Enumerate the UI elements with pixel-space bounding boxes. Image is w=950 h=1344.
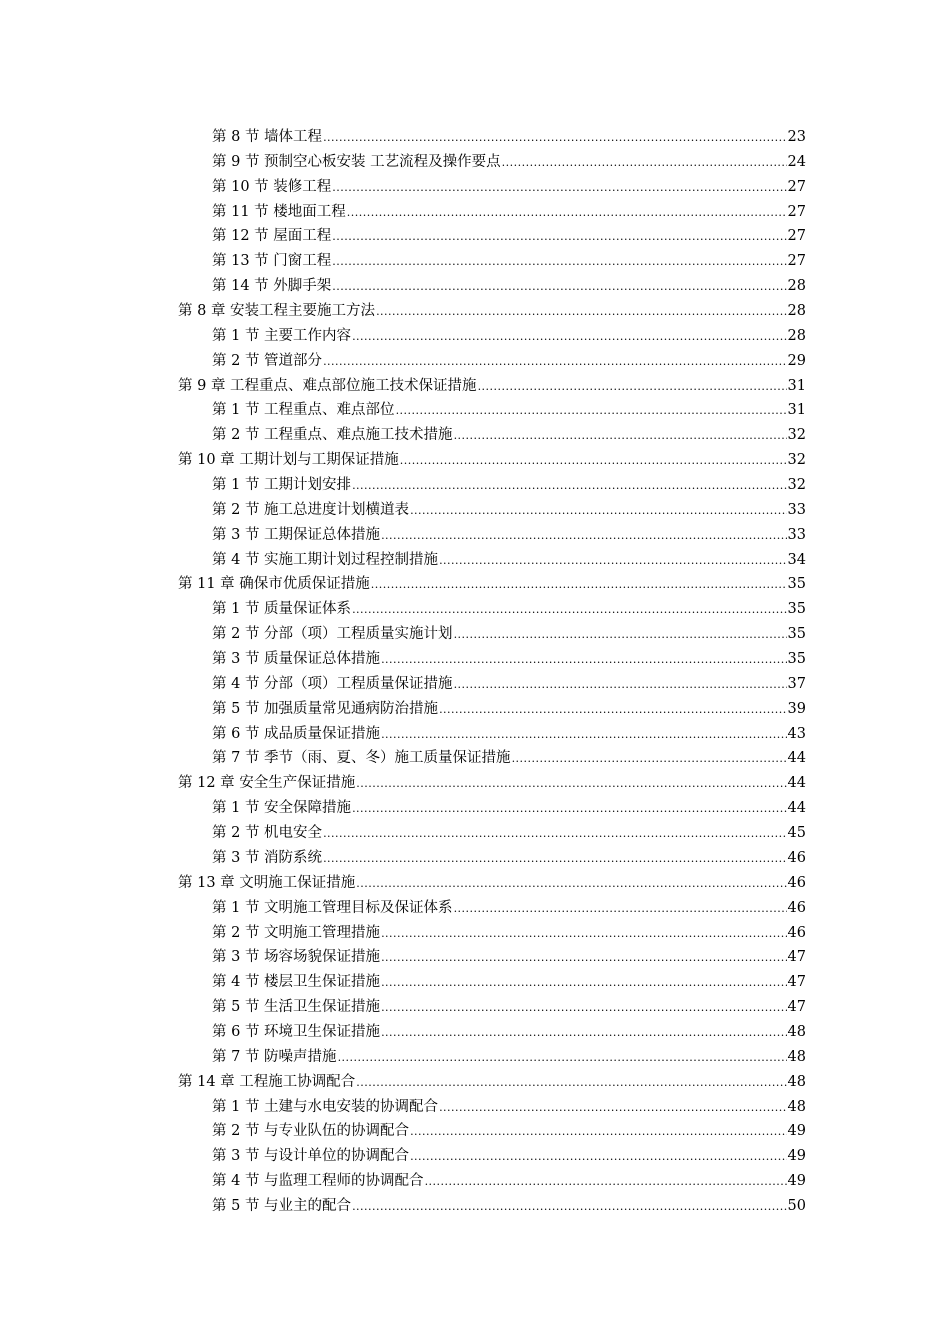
toc-entry-title: 第 2 节 文明施工管理措施 — [212, 924, 381, 941]
toc-dot-leader — [478, 375, 787, 400]
toc-section-entry[interactable] — [178, 423, 806, 448]
toc-dot-leader — [352, 797, 786, 822]
toc-entry-title: 第 4 节 与监理工程师的协调配合 — [212, 1173, 424, 1190]
toc-page-number: 27 — [787, 253, 806, 270]
toc-dot-leader — [376, 300, 786, 325]
toc-section-entry[interactable] — [178, 523, 806, 548]
toc-section-entry[interactable] — [178, 672, 806, 697]
toc-dot-leader — [381, 922, 786, 947]
toc-entry-title: 第 7 节 季节（雨、夏、冬）施工质量保证措施 — [212, 750, 511, 767]
toc-page-number: 32 — [787, 452, 806, 469]
toc-entry-title: 第 2 节 施工总进度计划横道表 — [212, 501, 410, 518]
toc-entry-title: 第 13 节 门窗工程 — [212, 253, 332, 270]
toc-section-entry[interactable] — [178, 1020, 806, 1045]
toc-page-number: 34 — [787, 551, 806, 568]
toc-page-number: 49 — [787, 1148, 806, 1165]
toc-section-entry[interactable] — [178, 796, 806, 821]
toc-entry-title: 第 1 节 工期计划安排 — [212, 477, 352, 494]
toc-chapter-entry[interactable] — [178, 572, 806, 597]
toc-page-number: 31 — [787, 402, 806, 419]
toc-page-number: 49 — [787, 1173, 806, 1190]
toc-dot-leader — [410, 499, 786, 524]
toc-section-entry[interactable] — [178, 1119, 806, 1144]
toc-entry-title: 第 3 节 场容场貌保证措施 — [212, 949, 381, 966]
toc-section-entry[interactable] — [178, 597, 806, 622]
toc-dot-leader — [332, 176, 786, 201]
toc-entry-title: 第 3 节 质量保证总体措施 — [212, 651, 381, 668]
toc-section-entry[interactable] — [178, 249, 806, 274]
toc-chapter-entry[interactable] — [178, 448, 806, 473]
toc-entry-title: 第 1 节 工程重点、难点部位 — [212, 402, 395, 419]
toc-dot-leader — [332, 225, 786, 250]
toc-page-number: 37 — [787, 675, 806, 692]
toc-section-entry[interactable] — [178, 722, 806, 747]
toc-section-entry[interactable] — [178, 622, 806, 647]
toc-entry-title: 第 9 节 预制空心板安装 工艺流程及操作要点 — [212, 153, 501, 170]
toc-dot-leader — [381, 946, 786, 971]
toc-entry-title: 第 3 节 工期保证总体措施 — [212, 526, 381, 543]
toc-section-entry[interactable] — [178, 821, 806, 846]
toc-dot-leader — [347, 201, 787, 226]
toc-dot-leader — [381, 1021, 786, 1046]
toc-page-number: 35 — [787, 601, 806, 618]
toc-dot-leader — [356, 872, 786, 897]
toc-page-number: 33 — [787, 526, 806, 543]
toc-page-number: 28 — [787, 278, 806, 295]
toc-dot-leader — [439, 1096, 786, 1121]
toc-page-number: 46 — [787, 899, 806, 916]
toc-entry-title: 第 2 节 与专业队伍的协调配合 — [212, 1123, 410, 1140]
toc-entry-title: 第 9 章 工程重点、难点部位施工技术保证措施 — [178, 377, 477, 394]
toc-dot-leader — [410, 1120, 786, 1145]
toc-page-number: 47 — [787, 949, 806, 966]
toc-page-number: 47 — [787, 999, 806, 1016]
toc-entry-title: 第 4 节 分部（项）工程质量保证措施 — [212, 675, 453, 692]
toc-entry-title: 第 5 节 生活卫生保证措施 — [212, 999, 381, 1016]
toc-entry-title: 第 2 节 分部（项）工程质量实施计划 — [212, 626, 453, 643]
toc-entry-title: 第 8 节 墙体工程 — [212, 129, 323, 145]
toc-dot-leader — [371, 573, 787, 598]
toc-section-entry[interactable] — [178, 498, 806, 523]
toc-entry-title: 第 11 章 确保市优质保证措施 — [178, 576, 370, 593]
toc-dot-leader — [323, 822, 786, 847]
toc-dot-leader — [381, 524, 786, 549]
toc-dot-leader — [323, 126, 786, 151]
toc-page-number: 29 — [787, 352, 806, 369]
toc-section-entry[interactable] — [178, 1144, 806, 1169]
toc-dot-leader — [323, 847, 786, 872]
toc-dot-leader — [381, 971, 786, 996]
toc-dot-leader — [352, 598, 786, 623]
toc-section-entry[interactable] — [178, 970, 806, 995]
toc-page-number: 35 — [787, 626, 806, 643]
toc-page-number: 23 — [787, 129, 806, 145]
toc-entry-title: 第 6 节 成品质量保证措施 — [212, 725, 381, 742]
toc-page-number: 35 — [787, 576, 806, 593]
toc-page-number: 45 — [787, 825, 806, 842]
toc-section-entry[interactable] — [178, 200, 806, 225]
toc-dot-leader — [356, 772, 786, 797]
toc-section-entry[interactable] — [178, 175, 806, 200]
toc-page-number: 49 — [787, 1123, 806, 1140]
toc-entry-title: 第 4 节 楼层卫生保证措施 — [212, 974, 381, 991]
toc-section-entry[interactable] — [178, 746, 806, 771]
toc-page-number: 35 — [787, 651, 806, 668]
toc-page-number: 32 — [787, 477, 806, 494]
toc-section-entry[interactable] — [178, 697, 806, 722]
toc-section-entry[interactable] — [178, 846, 806, 871]
toc-chapter-entry[interactable] — [178, 871, 806, 896]
toc-chapter-entry[interactable] — [178, 1070, 806, 1095]
toc-entry-title: 第 1 节 质量保证体系 — [212, 601, 352, 618]
toc-chapter-entry[interactable] — [178, 299, 806, 324]
toc-entry-title: 第 1 节 文明施工管理目标及保证体系 — [212, 899, 453, 916]
toc-section-entry[interactable] — [178, 1194, 806, 1219]
toc-dot-leader — [381, 996, 786, 1021]
toc-entry-title: 第 3 节 消防系统 — [212, 849, 323, 866]
toc-entry-title: 第 8 章 安装工程主要施工方法 — [178, 303, 376, 320]
toc-page-number: 31 — [787, 377, 806, 394]
toc-entry-title: 第 7 节 防噪声措施 — [212, 1048, 337, 1065]
toc-dot-leader — [338, 1046, 787, 1071]
toc-dot-leader — [454, 897, 787, 922]
toc-entry-title: 第 10 节 装修工程 — [212, 178, 332, 195]
toc-page-number: 27 — [787, 228, 806, 245]
toc-dot-leader — [454, 623, 787, 648]
toc-dot-leader — [332, 250, 786, 275]
toc-page-number: 46 — [787, 874, 806, 891]
toc-entry-title: 第 1 节 安全保障措施 — [212, 800, 352, 817]
toc-section-entry[interactable] — [178, 324, 806, 349]
toc-page-number: 39 — [787, 700, 806, 717]
toc-section-entry[interactable] — [178, 1045, 806, 1070]
toc-chapter-entry[interactable] — [178, 374, 806, 399]
toc-page-number: 47 — [787, 974, 806, 991]
toc-page-number: 44 — [787, 775, 806, 792]
toc-page-number: 48 — [787, 1048, 806, 1065]
toc-dot-leader — [400, 449, 787, 474]
toc-entry-title: 第 12 节 屋面工程 — [212, 228, 332, 245]
toc-entry-title: 第 2 节 工程重点、难点施工技术措施 — [212, 427, 453, 444]
toc-entry-title: 第 10 章 工期计划与工期保证措施 — [178, 452, 399, 469]
toc-page-number: 27 — [787, 178, 806, 195]
toc-entry-title: 第 3 节 与设计单位的协调配合 — [212, 1148, 410, 1165]
toc-section-entry[interactable] — [178, 1095, 806, 1120]
toc-section-entry[interactable] — [178, 921, 806, 946]
toc-entry-title: 第 1 节 土建与水电安装的协调配合 — [212, 1098, 439, 1115]
toc-dot-leader — [454, 673, 787, 698]
toc-entry-title: 第 14 章 工程施工协调配合 — [178, 1073, 356, 1090]
toc-page-number: 28 — [787, 303, 806, 320]
toc-entry-title: 第 14 节 外脚手架 — [212, 278, 332, 295]
toc-entry-title: 第 12 章 安全生产保证措施 — [178, 775, 356, 792]
toc-page-number: 50 — [787, 1197, 806, 1214]
toc-page-number: 48 — [787, 1098, 806, 1115]
toc-section-entry[interactable] — [178, 1169, 806, 1194]
toc-dot-leader — [352, 325, 786, 350]
toc-dot-leader — [439, 549, 786, 574]
toc-section-entry[interactable] — [178, 647, 806, 672]
toc-dot-leader — [356, 1071, 786, 1096]
toc-dot-leader — [396, 399, 787, 424]
toc-entry-title: 第 2 节 机电安全 — [212, 825, 323, 842]
toc-dot-leader — [323, 350, 786, 375]
toc-entry-title: 第 4 节 实施工期计划过程控制措施 — [212, 551, 439, 568]
toc-entry-title: 第 2 节 管道部分 — [212, 352, 323, 369]
toc-dot-leader — [425, 1170, 787, 1195]
toc-page-number: 32 — [787, 427, 806, 444]
toc-page-number: 46 — [787, 924, 806, 941]
toc-entry-title: 第 6 节 环境卫生保证措施 — [212, 1023, 381, 1040]
toc-dot-leader — [454, 424, 787, 449]
toc-page-number: 43 — [787, 725, 806, 742]
toc-section-entry[interactable] — [178, 548, 806, 573]
toc-dot-leader — [352, 474, 786, 499]
toc-dot-leader — [512, 747, 787, 772]
toc-section-entry[interactable] — [178, 473, 806, 498]
toc-section-entry[interactable] — [178, 398, 806, 423]
table-of-contents — [178, 125, 806, 1219]
toc-section-entry[interactable] — [178, 995, 806, 1020]
toc-section-entry[interactable] — [178, 349, 806, 374]
toc-entry-title: 第 5 节 与业主的配合 — [212, 1197, 352, 1214]
toc-page-number: 44 — [787, 750, 806, 767]
toc-entry-title: 第 5 节 加强质量常见通病防治措施 — [212, 700, 439, 717]
toc-dot-leader — [502, 151, 787, 176]
toc-dot-leader — [332, 275, 786, 300]
toc-dot-leader — [381, 723, 786, 748]
toc-section-entry[interactable] — [178, 125, 806, 150]
toc-entry-title: 第 11 节 楼地面工程 — [212, 203, 346, 220]
toc-entry-title: 第 13 章 文明施工保证措施 — [178, 874, 356, 891]
toc-page-number: 44 — [787, 800, 806, 817]
toc-page-number: 48 — [787, 1023, 806, 1040]
toc-chapter-entry[interactable] — [178, 771, 806, 796]
toc-page-number: 27 — [787, 203, 806, 220]
toc-dot-leader — [439, 698, 786, 723]
toc-section-entry[interactable] — [178, 150, 806, 175]
toc-entry-title: 第 1 节 主要工作内容 — [212, 327, 352, 344]
toc-page-number: 24 — [787, 153, 806, 170]
toc-page-number: 33 — [787, 501, 806, 518]
toc-page-number: 46 — [787, 849, 806, 866]
toc-section-entry[interactable] — [178, 224, 806, 249]
toc-page-number: 28 — [787, 327, 806, 344]
toc-dot-leader — [410, 1145, 786, 1170]
toc-dot-leader — [381, 648, 786, 673]
toc-dot-leader — [352, 1195, 786, 1220]
toc-page-number: 48 — [787, 1073, 806, 1090]
toc-section-entry[interactable] — [178, 274, 806, 299]
toc-section-entry[interactable] — [178, 896, 806, 921]
toc-section-entry[interactable] — [178, 945, 806, 970]
